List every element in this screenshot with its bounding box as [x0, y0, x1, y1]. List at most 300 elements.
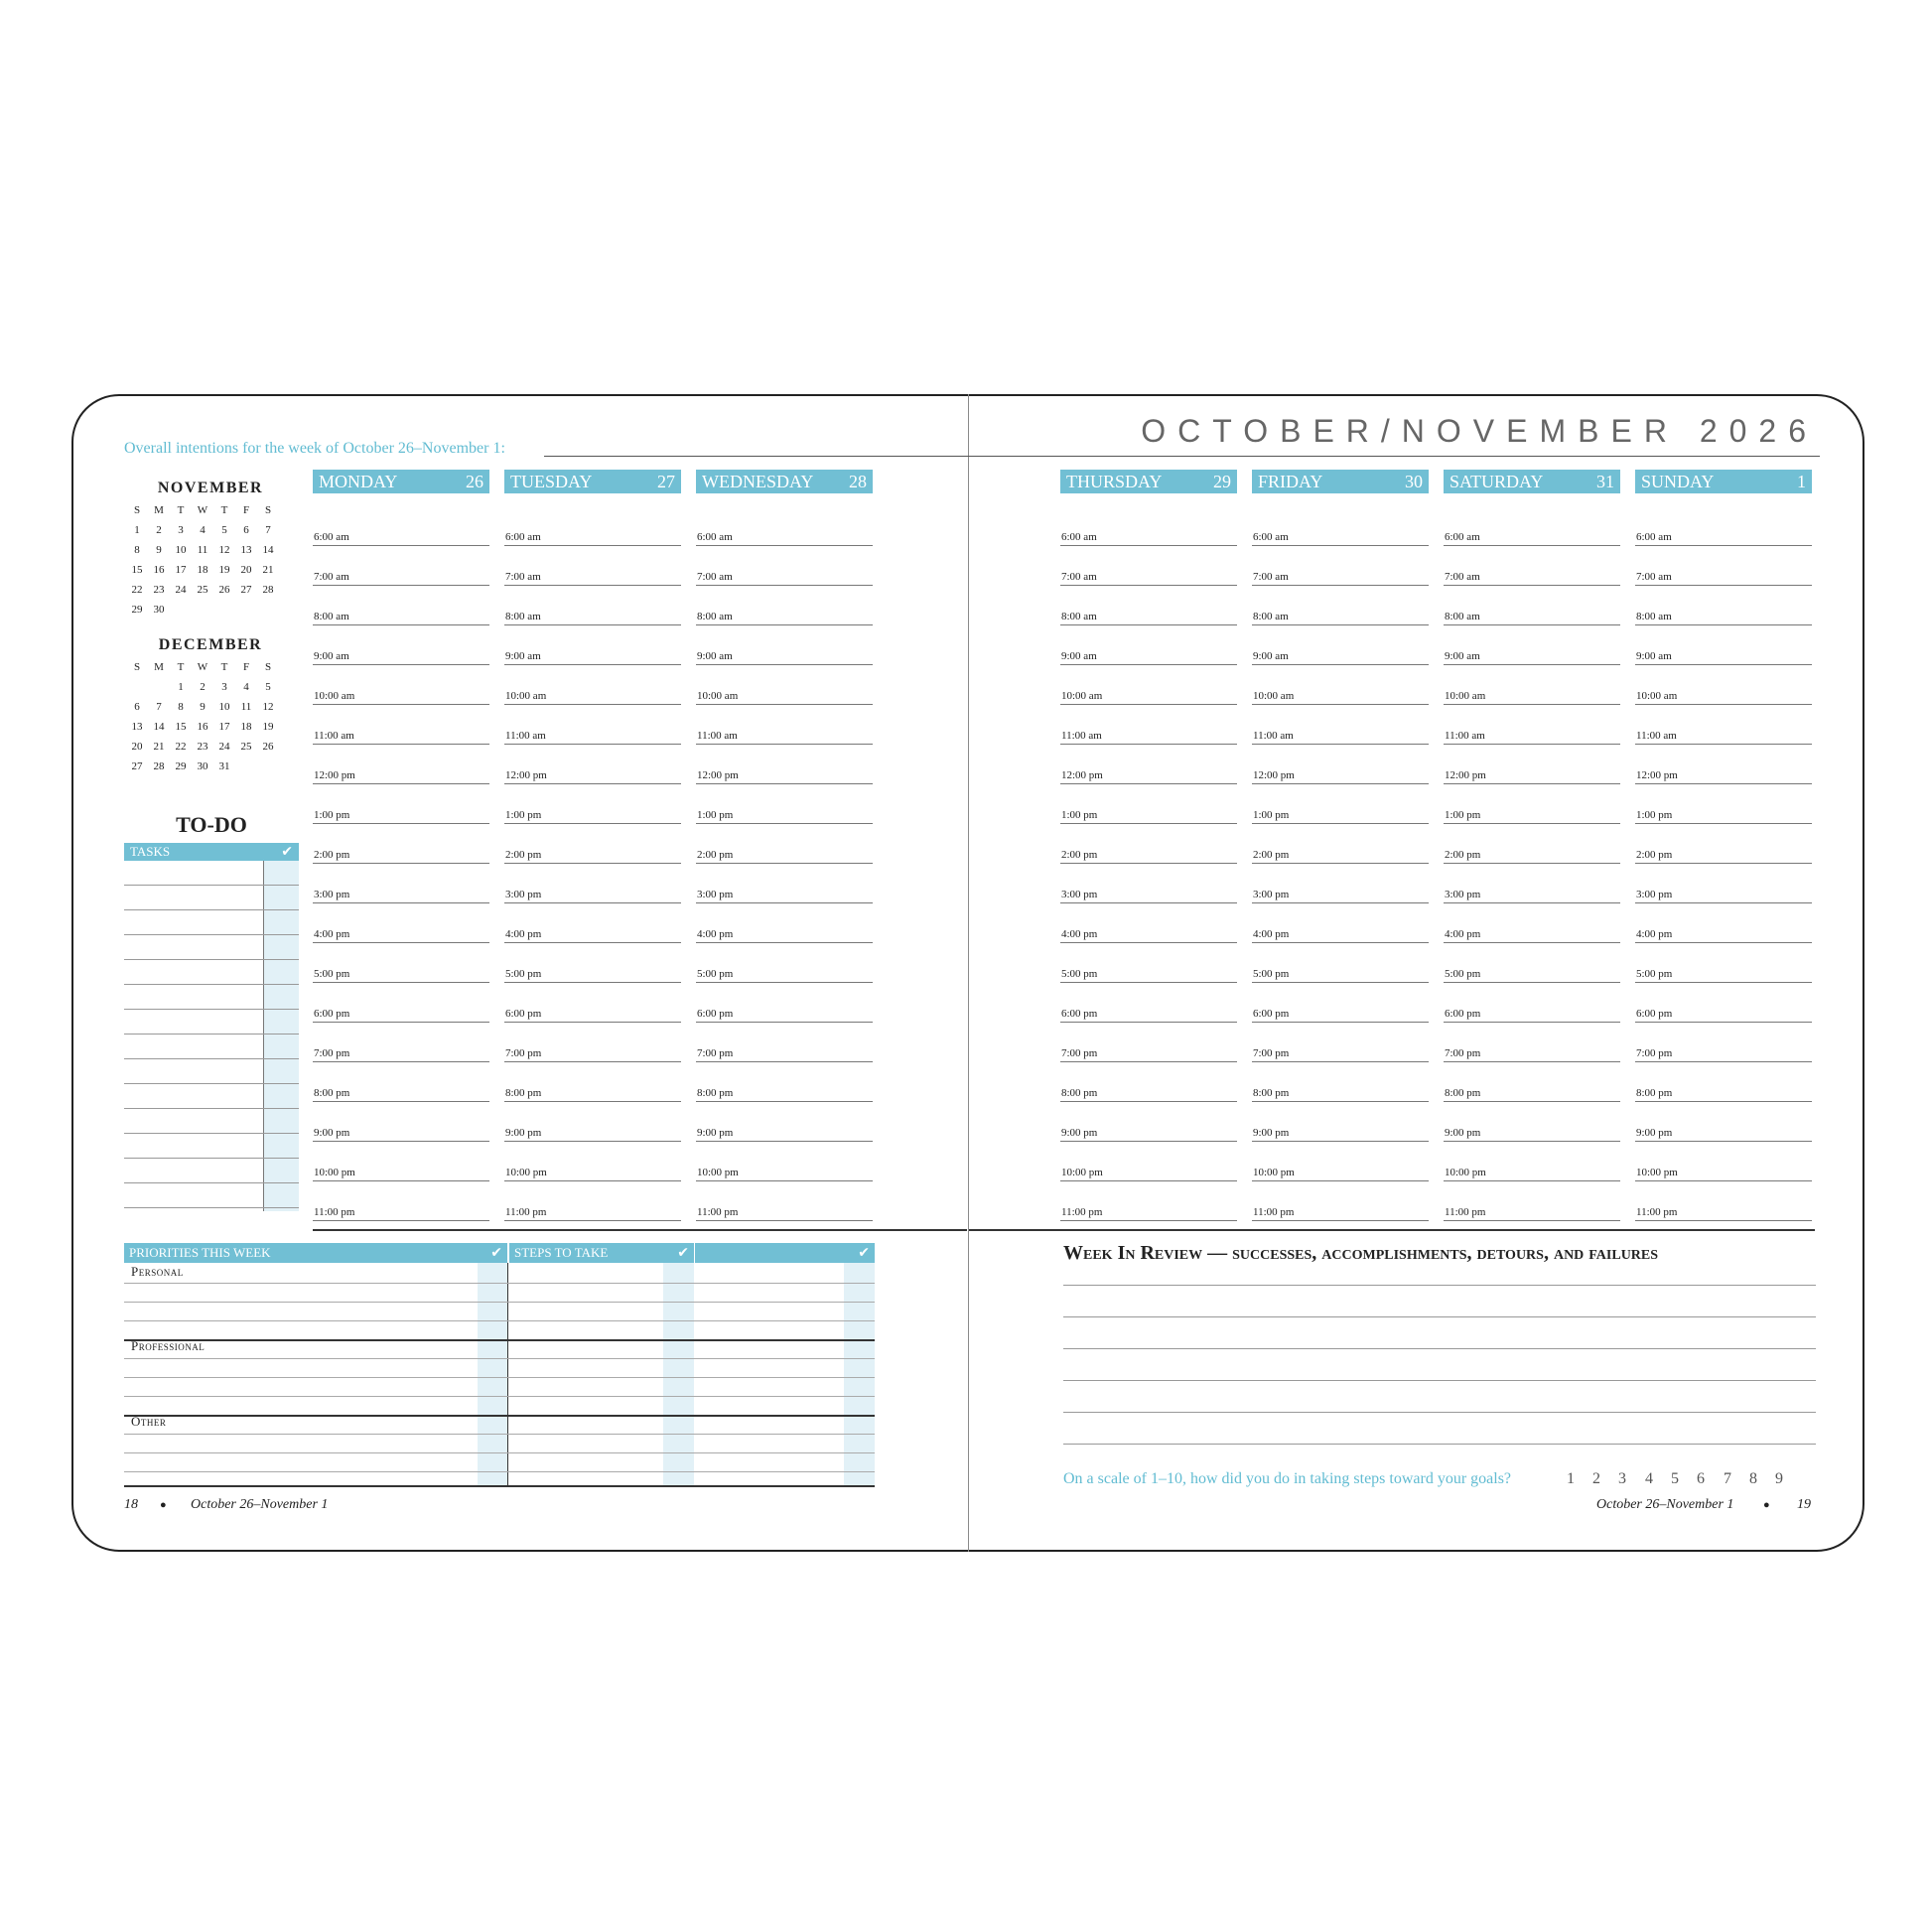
scale-question: On a scale of 1–10, how did you do in taking steps toward your goals?	[1063, 1470, 1512, 1487]
time-label: 10:00 am	[505, 690, 547, 702]
time-label: 6:00 am	[314, 531, 349, 543]
day-header	[504, 470, 681, 493]
time-label: 1:00 pm	[697, 809, 734, 821]
time-slot-row[interactable]	[1635, 943, 1812, 983]
todo-task-line[interactable]	[124, 1083, 299, 1084]
time-slot-row[interactable]	[1444, 1142, 1620, 1181]
time-slot-row[interactable]	[1252, 546, 1429, 586]
time-slot-row[interactable]	[1635, 1181, 1812, 1221]
review-line[interactable]	[1063, 1348, 1816, 1349]
calendar-day: 5	[221, 524, 227, 536]
time-label: 6:00 am	[1061, 531, 1097, 543]
todo-task-line[interactable]	[124, 1182, 299, 1183]
time-slot-row[interactable]	[1444, 824, 1620, 864]
month-title: OCTOBER/NOVEMBER 2026	[1141, 413, 1818, 449]
time-label: 9:00 pm	[505, 1127, 542, 1139]
calendar-day: 5	[265, 681, 271, 693]
calendar-day: 15	[131, 564, 143, 576]
scale-option[interactable]: 1	[1567, 1470, 1575, 1487]
time-slot-row[interactable]	[504, 1062, 681, 1102]
time-slot-row[interactable]	[1635, 784, 1812, 824]
time-label: 4:00 pm	[1445, 928, 1481, 940]
time-slot-row[interactable]	[504, 506, 681, 546]
time-label: 7:00 am	[697, 571, 733, 583]
calendar-day: 24	[175, 584, 187, 596]
time-slot-row[interactable]	[696, 824, 873, 864]
day-header	[1444, 470, 1620, 493]
priority-line[interactable]	[124, 1471, 875, 1472]
time-label: 9:00 am	[1636, 650, 1672, 662]
weekday-label: S	[264, 504, 272, 516]
scale-option[interactable]: 4	[1645, 1470, 1653, 1487]
time-label: 10:00 pm	[505, 1167, 547, 1178]
calendar-day: 30	[197, 760, 208, 772]
calendar-day: 23	[197, 741, 208, 753]
time-slot-row[interactable]	[313, 546, 489, 586]
time-slot-row[interactable]	[313, 506, 489, 546]
calendar-day: 29	[131, 604, 143, 616]
time-slot-row[interactable]	[1252, 784, 1429, 824]
time-slot-row[interactable]	[1252, 824, 1429, 864]
todo-task-line[interactable]	[124, 1158, 299, 1159]
calendar-day: 27	[240, 584, 252, 596]
calendar-day: 21	[153, 741, 165, 753]
time-slot-row[interactable]	[696, 1023, 873, 1062]
calendar-day: 14	[153, 721, 165, 733]
todo-task-line[interactable]	[124, 909, 299, 910]
time-label: 4:00 pm	[697, 928, 734, 940]
priority-line[interactable]	[124, 1452, 875, 1453]
time-slot-row[interactable]	[1444, 943, 1620, 983]
time-slot-row[interactable]	[696, 903, 873, 943]
time-label: 10:00 am	[1253, 690, 1295, 702]
time-slot-row[interactable]	[696, 1181, 873, 1221]
time-label: 8:00 am	[505, 611, 541, 622]
todo-task-line[interactable]	[124, 959, 299, 960]
time-label: 12:00 pm	[1445, 769, 1486, 781]
time-slot-row[interactable]	[1635, 705, 1812, 745]
time-slot-row[interactable]	[1252, 745, 1429, 784]
weekday-label: W	[197, 661, 208, 673]
review-line[interactable]	[1063, 1444, 1816, 1445]
intentions-label: Overall intentions for the week of October 26–November 1:	[124, 440, 505, 457]
time-label: 3:00 pm	[505, 889, 542, 900]
check-icon: ✔	[677, 1245, 689, 1261]
time-label: 7:00 am	[1253, 571, 1289, 583]
weekday-label: T	[220, 661, 228, 673]
time-label: 9:00 pm	[697, 1127, 734, 1139]
scale-option[interactable]: 5	[1671, 1470, 1679, 1487]
day-header	[696, 470, 873, 493]
time-slot-row[interactable]	[1252, 665, 1429, 705]
calendar-day: 6	[243, 524, 249, 536]
time-label: 8:00 am	[1061, 611, 1097, 622]
time-slot-row[interactable]	[1444, 1023, 1620, 1062]
time-slot-row[interactable]	[1444, 506, 1620, 546]
time-slot-row[interactable]	[504, 665, 681, 705]
time-slot-row[interactable]	[1444, 864, 1620, 903]
time-slot-row[interactable]	[696, 943, 873, 983]
scale-option[interactable]: 6	[1697, 1470, 1705, 1487]
weekday-label: T	[177, 504, 185, 516]
time-slot-row[interactable]	[1060, 943, 1237, 983]
weekday-label: F	[242, 504, 250, 516]
weekday-label: S	[133, 504, 141, 516]
time-label: 3:00 pm	[1636, 889, 1673, 900]
time-slot-row[interactable]	[1060, 1181, 1237, 1221]
calendar-day: 12	[262, 701, 274, 713]
priority-line[interactable]	[124, 1302, 875, 1303]
time-slot-row[interactable]	[1060, 864, 1237, 903]
priority-line[interactable]	[124, 1358, 875, 1359]
priority-line[interactable]	[124, 1415, 875, 1417]
time-label: 11:00 pm	[505, 1206, 547, 1218]
time-slot-row[interactable]	[1635, 824, 1812, 864]
day-column-wednesday	[696, 470, 873, 1221]
time-label: 1:00 pm	[314, 809, 350, 821]
todo-task-line[interactable]	[124, 1034, 299, 1035]
time-slot-row[interactable]	[1252, 625, 1429, 665]
time-slot-row[interactable]	[1444, 546, 1620, 586]
time-slot-row[interactable]	[313, 1142, 489, 1181]
time-label: 6:00 pm	[1253, 1008, 1290, 1020]
time-slot-row[interactable]	[504, 1181, 681, 1221]
review-line[interactable]	[1063, 1285, 1816, 1286]
time-label: 7:00 am	[1445, 571, 1480, 583]
priority-line[interactable]	[124, 1377, 875, 1378]
time-label: 11:00 pm	[1061, 1206, 1103, 1218]
time-label: 12:00 pm	[1061, 769, 1103, 781]
time-slot-row[interactable]	[696, 625, 873, 665]
time-slot-row[interactable]	[313, 824, 489, 864]
time-slot-row[interactable]	[1444, 705, 1620, 745]
time-slot-row[interactable]	[696, 1062, 873, 1102]
review-line[interactable]	[1063, 1316, 1816, 1317]
priority-line[interactable]	[124, 1339, 875, 1341]
day-name: SUNDAY	[1641, 472, 1715, 491]
time-slot-row[interactable]	[504, 1142, 681, 1181]
priority-line[interactable]	[124, 1320, 875, 1321]
scale-option[interactable]: 7	[1724, 1470, 1731, 1487]
time-slot-row[interactable]	[1635, 506, 1812, 546]
calendar-day: 2	[156, 524, 162, 536]
time-slot-row[interactable]	[1252, 1181, 1429, 1221]
time-slot-row[interactable]	[1444, 1062, 1620, 1102]
time-slot-row[interactable]	[1252, 506, 1429, 546]
calendar-day: 7	[156, 701, 162, 713]
time-slot-row[interactable]	[1635, 625, 1812, 665]
todo-task-line[interactable]	[124, 885, 299, 886]
todo-title: TO-DO	[176, 812, 247, 837]
calendar-day: 4	[200, 524, 206, 536]
calendar-day: 24	[218, 741, 230, 753]
time-slot-row[interactable]	[313, 1062, 489, 1102]
time-slot-row[interactable]	[504, 784, 681, 824]
time-label: 9:00 pm	[1445, 1127, 1481, 1139]
time-slot-row[interactable]	[504, 903, 681, 943]
time-slots	[1252, 506, 1429, 1221]
review-line[interactable]	[1063, 1412, 1816, 1413]
time-slot-row[interactable]	[1635, 983, 1812, 1023]
scale-option[interactable]: 8	[1749, 1470, 1757, 1487]
calendar-day: 25	[197, 584, 208, 596]
time-label: 2:00 pm	[1445, 849, 1481, 861]
page-number-right: 19	[1797, 1497, 1811, 1512]
time-slot-row[interactable]	[1252, 1023, 1429, 1062]
time-label: 7:00 am	[505, 571, 541, 583]
footer-range-right: October 26–November 1	[1596, 1497, 1734, 1512]
time-label: 11:00 am	[505, 730, 546, 742]
time-label: 5:00 pm	[1636, 968, 1673, 980]
time-label: 8:00 am	[1636, 611, 1672, 622]
time-label: 4:00 pm	[1253, 928, 1290, 940]
time-slot-row[interactable]	[696, 784, 873, 824]
time-label: 9:00 am	[314, 650, 349, 662]
schedule-divider-left	[313, 1229, 967, 1231]
scale-option[interactable]: 3	[1618, 1470, 1626, 1487]
time-slot-row[interactable]	[1444, 903, 1620, 943]
time-slot-row[interactable]	[1060, 705, 1237, 745]
time-slot-row[interactable]	[1252, 1142, 1429, 1181]
time-slot-row[interactable]	[696, 665, 873, 705]
todo-task-line[interactable]	[124, 934, 299, 935]
time-slot-row[interactable]	[696, 546, 873, 586]
time-slot-row[interactable]	[313, 586, 489, 625]
time-slot-row[interactable]	[313, 943, 489, 983]
time-slot-row[interactable]	[1060, 625, 1237, 665]
day-column-sunday	[1635, 470, 1812, 1221]
calendar-day: 29	[175, 760, 187, 772]
calendar-day: 11	[240, 701, 252, 713]
time-slots	[504, 506, 681, 1221]
time-label: 11:00 pm	[1253, 1206, 1295, 1218]
time-slot-row[interactable]	[313, 784, 489, 824]
time-slot-row[interactable]	[1060, 586, 1237, 625]
todo-task-line[interactable]	[124, 1108, 299, 1109]
time-label: 8:00 pm	[1636, 1087, 1673, 1099]
time-slot-row[interactable]	[1635, 903, 1812, 943]
time-slot-row[interactable]	[1060, 1062, 1237, 1102]
time-label: 3:00 pm	[314, 889, 350, 900]
time-slot-row[interactable]	[1444, 745, 1620, 784]
todo-task-line[interactable]	[124, 1207, 299, 1208]
time-label: 9:00 am	[505, 650, 541, 662]
time-label: 11:00 am	[1636, 730, 1677, 742]
time-slot-row[interactable]	[1444, 586, 1620, 625]
time-slot-row[interactable]	[1252, 983, 1429, 1023]
time-slot-row[interactable]	[1635, 1102, 1812, 1142]
calendar-day: 6	[134, 701, 140, 713]
todo-task-line[interactable]	[124, 984, 299, 985]
time-slot-row[interactable]	[504, 1023, 681, 1062]
check-icon: ✔	[490, 1245, 502, 1261]
page-number-left: 18	[124, 1497, 138, 1512]
intentions-line[interactable]	[544, 456, 1820, 457]
calendar-day: 1	[178, 681, 184, 693]
time-slot-row[interactable]	[504, 745, 681, 784]
time-label: 12:00 pm	[505, 769, 547, 781]
time-slot-row[interactable]	[1444, 983, 1620, 1023]
time-slot-row[interactable]	[1060, 665, 1237, 705]
calendar-day: 10	[175, 544, 187, 556]
time-slot-row[interactable]	[1060, 824, 1237, 864]
time-slot-row[interactable]	[313, 1023, 489, 1062]
time-slot-row[interactable]	[1444, 1181, 1620, 1221]
section-other: Other	[131, 1414, 167, 1429]
time-slot-row[interactable]	[1635, 586, 1812, 625]
time-slot-row[interactable]	[504, 864, 681, 903]
time-label: 9:00 am	[697, 650, 733, 662]
calendar-day: 11	[197, 544, 208, 556]
time-slot-row[interactable]	[504, 586, 681, 625]
calendar-day: 13	[131, 721, 143, 733]
calendar-day: 9	[156, 544, 162, 556]
day-name: SATURDAY	[1449, 472, 1544, 491]
time-slot-row[interactable]	[504, 1102, 681, 1142]
time-slot-row[interactable]	[504, 983, 681, 1023]
time-slot-row[interactable]	[1060, 745, 1237, 784]
time-slot-row[interactable]	[696, 705, 873, 745]
priority-line[interactable]	[124, 1434, 875, 1435]
time-slot-row[interactable]	[1252, 705, 1429, 745]
day-name: MONDAY	[319, 472, 398, 491]
time-label: 5:00 pm	[505, 968, 542, 980]
bullet-icon: ●	[160, 1499, 167, 1511]
time-slot-row[interactable]	[504, 546, 681, 586]
calendar-day: 17	[175, 564, 187, 576]
todo-task-line[interactable]	[124, 1009, 299, 1010]
day-column-monday	[313, 470, 489, 1221]
time-slot-row[interactable]	[1635, 745, 1812, 784]
todo-tasks-header	[124, 843, 299, 861]
time-slot-row[interactable]	[313, 864, 489, 903]
time-slot-row[interactable]	[313, 705, 489, 745]
time-slot-row[interactable]	[1060, 1023, 1237, 1062]
todo-task-line[interactable]	[124, 1058, 299, 1059]
time-slot-row[interactable]	[504, 705, 681, 745]
weekday-label: W	[197, 504, 208, 516]
scale-option[interactable]: 2	[1592, 1470, 1600, 1487]
time-label: 6:00 am	[1445, 531, 1480, 543]
time-slot-row[interactable]	[1252, 864, 1429, 903]
time-label: 6:00 am	[1636, 531, 1672, 543]
time-slot-row[interactable]	[1635, 546, 1812, 586]
time-slots	[1444, 506, 1620, 1221]
time-slot-row[interactable]	[313, 1181, 489, 1221]
time-slot-row[interactable]	[696, 745, 873, 784]
time-label: 10:00 am	[1061, 690, 1103, 702]
time-label: 6:00 pm	[1636, 1008, 1673, 1020]
priority-line[interactable]	[124, 1283, 875, 1284]
time-slot-row[interactable]	[1252, 943, 1429, 983]
time-slot-row[interactable]	[313, 625, 489, 665]
time-label: 3:00 pm	[1253, 889, 1290, 900]
calendar-day: 10	[218, 701, 230, 713]
scale-option[interactable]: 9	[1775, 1470, 1783, 1487]
time-slot-row[interactable]	[1060, 1102, 1237, 1142]
time-label: 12:00 pm	[1253, 769, 1295, 781]
time-slot-row[interactable]	[313, 983, 489, 1023]
time-slot-row[interactable]	[1060, 784, 1237, 824]
time-slot-row[interactable]	[313, 903, 489, 943]
time-label: 1:00 pm	[1636, 809, 1673, 821]
time-slot-row[interactable]	[1635, 665, 1812, 705]
time-label: 11:00 pm	[1445, 1206, 1486, 1218]
time-slot-row[interactable]	[1060, 1142, 1237, 1181]
weekday-label: M	[154, 504, 164, 516]
time-slot-row[interactable]	[1060, 903, 1237, 943]
time-slot-row[interactable]	[1635, 1023, 1812, 1062]
time-label: 1:00 pm	[1253, 809, 1290, 821]
time-slot-row[interactable]	[504, 943, 681, 983]
day-name: WEDNESDAY	[702, 472, 814, 491]
day-column-thursday	[1060, 470, 1237, 1221]
review-line[interactable]	[1063, 1380, 1816, 1381]
time-label: 9:00 am	[1253, 650, 1289, 662]
time-label: 6:00 pm	[314, 1008, 350, 1020]
time-label: 6:00 am	[697, 531, 733, 543]
time-label: 9:00 pm	[314, 1127, 350, 1139]
steps-header-2	[695, 1243, 875, 1263]
time-slot-row[interactable]	[696, 983, 873, 1023]
calendar-day: 20	[240, 564, 252, 576]
time-label: 10:00 am	[1445, 690, 1486, 702]
check-icon: ✔	[858, 1245, 870, 1261]
priorities-header	[124, 1243, 507, 1263]
time-slot-row[interactable]	[1444, 625, 1620, 665]
time-slot-row[interactable]	[1060, 546, 1237, 586]
calendar-day: 22	[175, 741, 187, 753]
time-slot-row[interactable]	[1635, 864, 1812, 903]
time-slot-row[interactable]	[696, 864, 873, 903]
time-slot-row[interactable]	[696, 586, 873, 625]
time-slot-row[interactable]	[1444, 1102, 1620, 1142]
time-slot-row[interactable]	[313, 1102, 489, 1142]
time-slot-row[interactable]	[1252, 1102, 1429, 1142]
time-slot-row[interactable]	[696, 1102, 873, 1142]
time-label: 10:00 am	[1636, 690, 1678, 702]
calendar-day: 7	[265, 524, 271, 536]
time-slot-row[interactable]	[1060, 983, 1237, 1023]
time-slot-row[interactable]	[1060, 506, 1237, 546]
time-slot-row[interactable]	[696, 506, 873, 546]
time-label: 6:00 am	[1253, 531, 1289, 543]
day-column-tuesday	[504, 470, 681, 1221]
time-slot-row[interactable]	[1635, 1062, 1812, 1102]
time-label: 4:00 pm	[314, 928, 350, 940]
time-slot-row[interactable]	[1444, 665, 1620, 705]
time-label: 12:00 pm	[1636, 769, 1678, 781]
time-slot-row[interactable]	[1252, 903, 1429, 943]
time-label: 6:00 pm	[1061, 1008, 1098, 1020]
time-slot-row[interactable]	[1444, 784, 1620, 824]
time-slot-row[interactable]	[1635, 1142, 1812, 1181]
time-slot-row[interactable]	[1252, 1062, 1429, 1102]
time-slot-row[interactable]	[1252, 586, 1429, 625]
time-label: 10:00 pm	[1061, 1167, 1103, 1178]
time-slot-row[interactable]	[504, 824, 681, 864]
todo-task-line[interactable]	[124, 1133, 299, 1134]
priority-line[interactable]	[124, 1396, 875, 1397]
section-professional: Professional	[131, 1338, 206, 1353]
time-label: 2:00 pm	[697, 849, 734, 861]
time-slot-row[interactable]	[313, 665, 489, 705]
time-slot-row[interactable]	[696, 1142, 873, 1181]
time-label: 5:00 pm	[1061, 968, 1098, 980]
calendar-title: NOVEMBER	[157, 480, 264, 496]
time-slot-row[interactable]	[504, 625, 681, 665]
time-slot-row[interactable]	[313, 745, 489, 784]
